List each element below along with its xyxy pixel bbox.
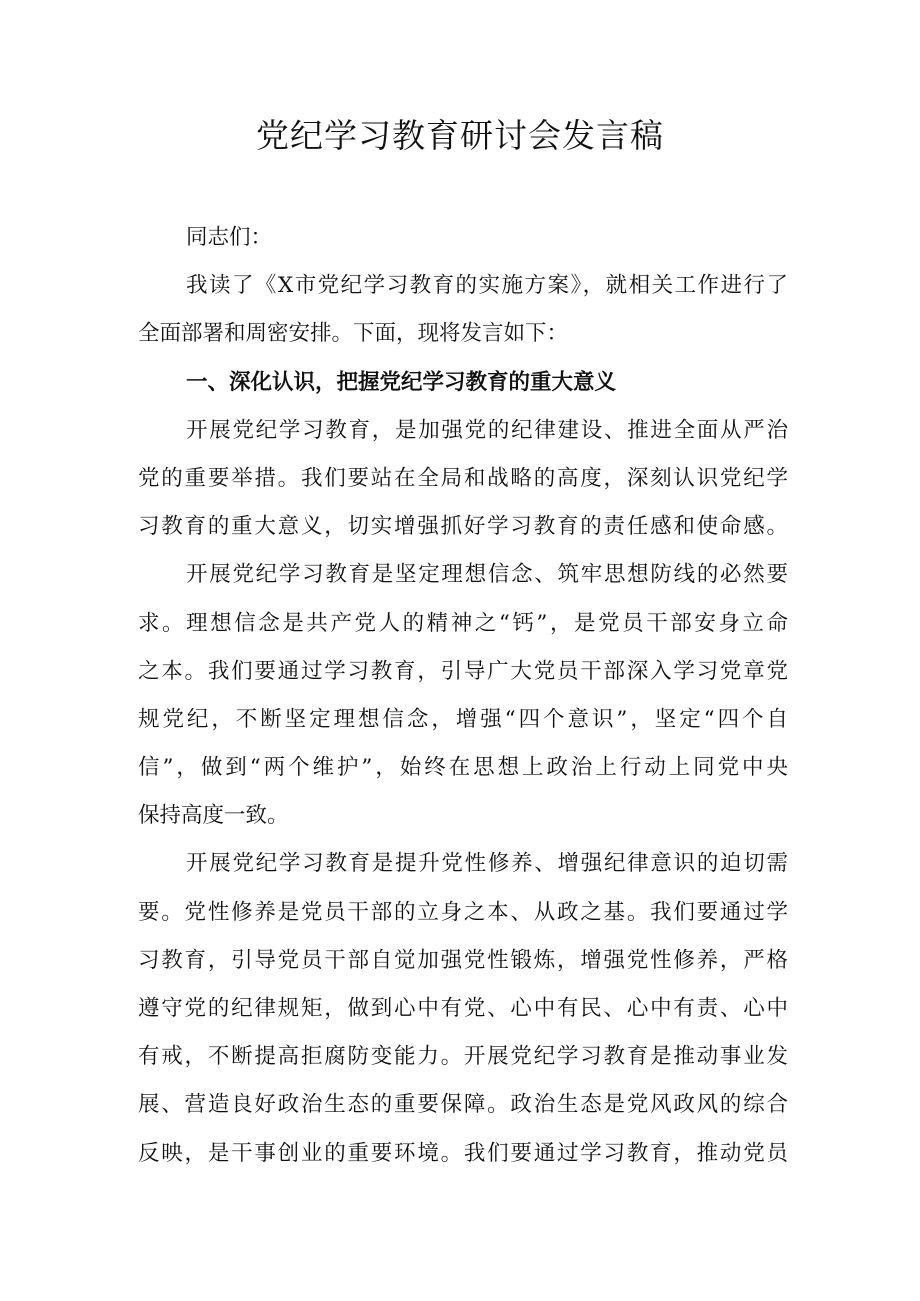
paragraph-line: 习教育的重大意义，切实增强抓好学习教育的责任感和使命感。 <box>138 514 788 540</box>
paragraph-line: 反映，是干事创业的重要环境。我们要通过学习教育，推动党员 <box>138 1140 788 1166</box>
paragraph-line: 开展党纪学习教育是坚定理想信念、筑牢思想防线的必然要 <box>186 562 788 588</box>
paragraph-line: 党的重要举措。我们要站在全局和战略的高度，深刻认识党纪学 <box>138 465 788 491</box>
salutation-line: 同志们： <box>186 225 273 250</box>
paragraph-line: 习教育，引导党员干部自觉加强党性锻炼，增强党性修养，严格 <box>138 947 788 973</box>
paragraph-line: 开展党纪学习教育，是加强党的纪律建设、推进全面从严治 <box>186 417 788 443</box>
paragraph-line: 我读了《X市党纪学习教育的实施方案》，就相关工作进行了 <box>186 273 788 299</box>
paragraph-line: 要。党性修养是党员干部的立身之本、从政之基。我们要通过学 <box>138 899 788 925</box>
paragraph-line: 信”，做到“两个维护”，始终在思想上政治上行动上同党中央 <box>138 755 788 781</box>
paragraph-line: 遵守党的纪律规矩，做到心中有党、心中有民、心中有责、心中 <box>138 996 788 1021</box>
paragraph-line: 有戒，不断提高拒腐防变能力。开展党纪学习教育是推动事业发 <box>138 1044 788 1070</box>
paragraph-line: 展、营造良好政治生态的重要保障。政治生态是党风政风的综合 <box>138 1092 788 1118</box>
paragraph-line: 全面部署和周密安排。下面，现将发言如下： <box>138 321 569 347</box>
paragraph-line: 开展党纪学习教育是提升党性修养、增强纪律意识的迫切需 <box>186 851 788 877</box>
document-body <box>138 214 788 1178</box>
document-title: 党纪学习教育研讨会发言稿 <box>256 116 664 155</box>
paragraph-line: 规党纪，不断坚定理想信念，增强“四个意识”，坚定“四个自 <box>138 706 788 732</box>
paragraph-line: 求。理想信念是共产党人的精神之“钙”，是党员干部安身立命 <box>138 610 788 636</box>
paragraph-line: 之本。我们要通过学习教育，引导广大党员干部深入学习党章党 <box>138 658 788 684</box>
paragraph-line: 保持高度一致。 <box>138 803 289 829</box>
section-heading: 一、深化认识，把握党纪学习教育的重大意义 <box>186 369 617 395</box>
